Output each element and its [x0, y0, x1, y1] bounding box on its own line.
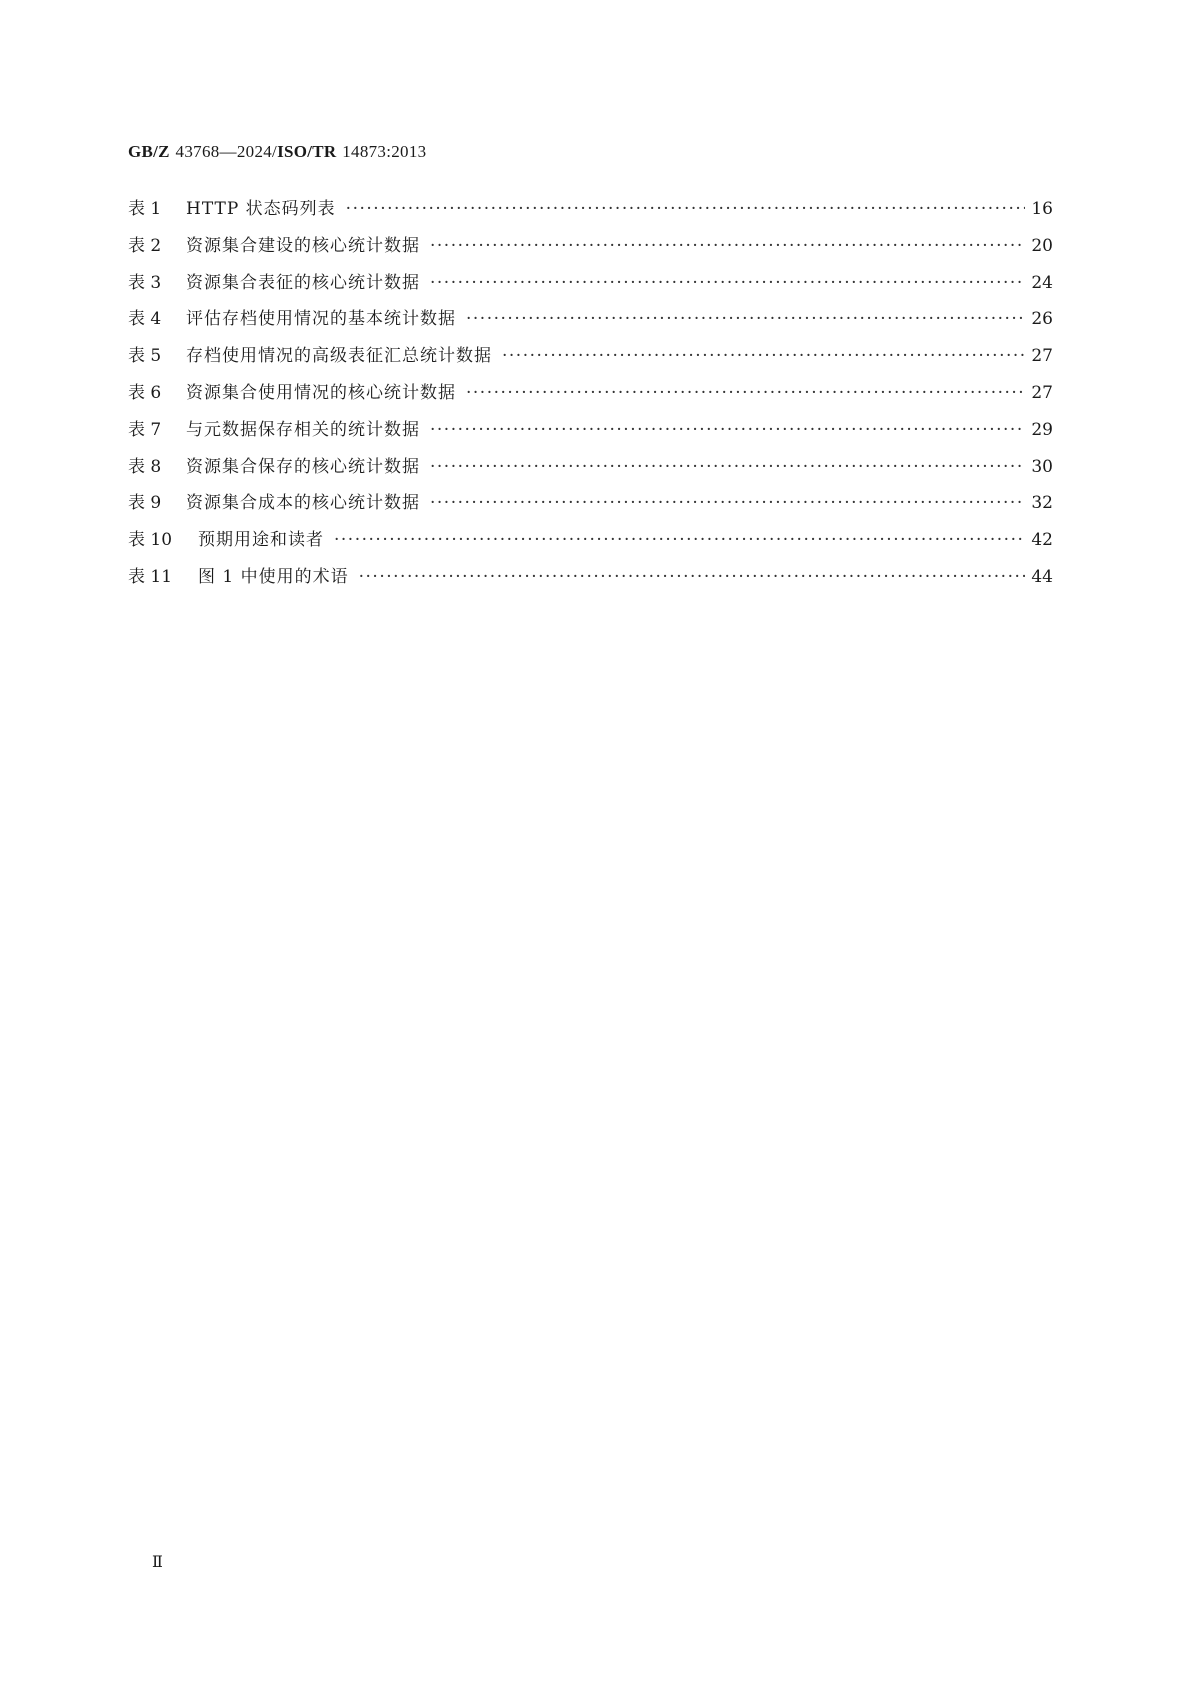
toc-entry-page: 32 — [1031, 493, 1053, 514]
dot-leader — [466, 309, 1025, 329]
toc-entry-label: 表 7 — [128, 419, 162, 440]
toc-entry-page: 27 — [1031, 382, 1053, 403]
table-list — [128, 194, 1053, 599]
toc-entry-page: 44 — [1031, 566, 1053, 587]
toc-entry-page: 24 — [1031, 272, 1053, 293]
dot-leader — [502, 346, 1025, 366]
toc-entry[interactable] — [128, 488, 1053, 525]
dot-leader — [430, 420, 1025, 440]
toc-entry[interactable] — [128, 304, 1053, 341]
toc-entry-title: 资源集合使用情况的核心统计数据 — [186, 382, 456, 403]
toc-entry-label: 表 2 — [128, 235, 162, 256]
page-number: Ⅱ — [152, 1554, 163, 1571]
toc-entry-title: 存档使用情况的高级表征汇总统计数据 — [186, 346, 492, 367]
standard-number: 43768—2024/ — [175, 142, 278, 161]
iso-code: ISO/TR — [277, 142, 337, 161]
toc-entry[interactable] — [128, 562, 1053, 599]
toc-entry-label: 表 3 — [128, 272, 162, 293]
toc-entry-label: 表 11 — [128, 566, 173, 587]
toc-entry[interactable] — [128, 452, 1053, 489]
toc-entry-label: 表 8 — [128, 456, 162, 477]
toc-entry[interactable] — [128, 231, 1053, 268]
toc-entry-title: 与元数据保存相关的统计数据 — [186, 419, 420, 440]
toc-entry[interactable] — [128, 378, 1053, 415]
toc-entry-title: 预期用途和读者 — [198, 530, 324, 551]
document-header — [128, 142, 426, 162]
toc-entry-title: 资源集合保存的核心统计数据 — [186, 456, 420, 477]
toc-entry-page: 29 — [1031, 419, 1053, 440]
dot-leader — [430, 457, 1025, 477]
dot-leader — [466, 383, 1025, 403]
toc-entry-label: 表 10 — [128, 530, 173, 551]
toc-entry-label: 表 6 — [128, 382, 162, 403]
toc-entry-page: 20 — [1031, 235, 1053, 256]
standard-code: GB/Z — [128, 142, 170, 161]
toc-entry[interactable] — [128, 194, 1053, 231]
toc-entry-page: 42 — [1031, 530, 1053, 551]
toc-entry-label: 表 9 — [128, 493, 162, 514]
dot-leader — [430, 273, 1025, 293]
toc-entry-label: 表 5 — [128, 346, 162, 367]
dot-leader — [430, 236, 1025, 256]
dot-leader — [359, 567, 1025, 587]
toc-entry[interactable] — [128, 525, 1053, 562]
toc-entry[interactable] — [128, 415, 1053, 452]
iso-number: 14873:2013 — [342, 142, 427, 161]
toc-entry-title: HTTP 状态码列表 — [186, 199, 336, 219]
dot-leader — [334, 530, 1025, 550]
toc-entry-title: 资源集合建设的核心统计数据 — [186, 235, 420, 256]
toc-entry-title: 评估存档使用情况的基本统计数据 — [186, 309, 456, 330]
toc-entry-title: 资源集合表征的核心统计数据 — [186, 272, 420, 293]
toc-entry-page: 26 — [1031, 309, 1053, 330]
dot-leader — [346, 199, 1025, 219]
toc-entry-label: 表 4 — [128, 309, 162, 330]
toc-entry-label: 表 1 — [128, 199, 162, 219]
toc-entry-title: 图 1 中使用的术语 — [198, 566, 349, 587]
toc-entry-page: 30 — [1031, 456, 1053, 477]
toc-entry-page: 27 — [1031, 346, 1053, 367]
toc-entry[interactable] — [128, 341, 1053, 378]
toc-entry-page: 16 — [1031, 199, 1053, 219]
dot-leader — [430, 493, 1025, 513]
toc-entry-title: 资源集合成本的核心统计数据 — [186, 493, 420, 514]
toc-entry[interactable] — [128, 268, 1053, 305]
